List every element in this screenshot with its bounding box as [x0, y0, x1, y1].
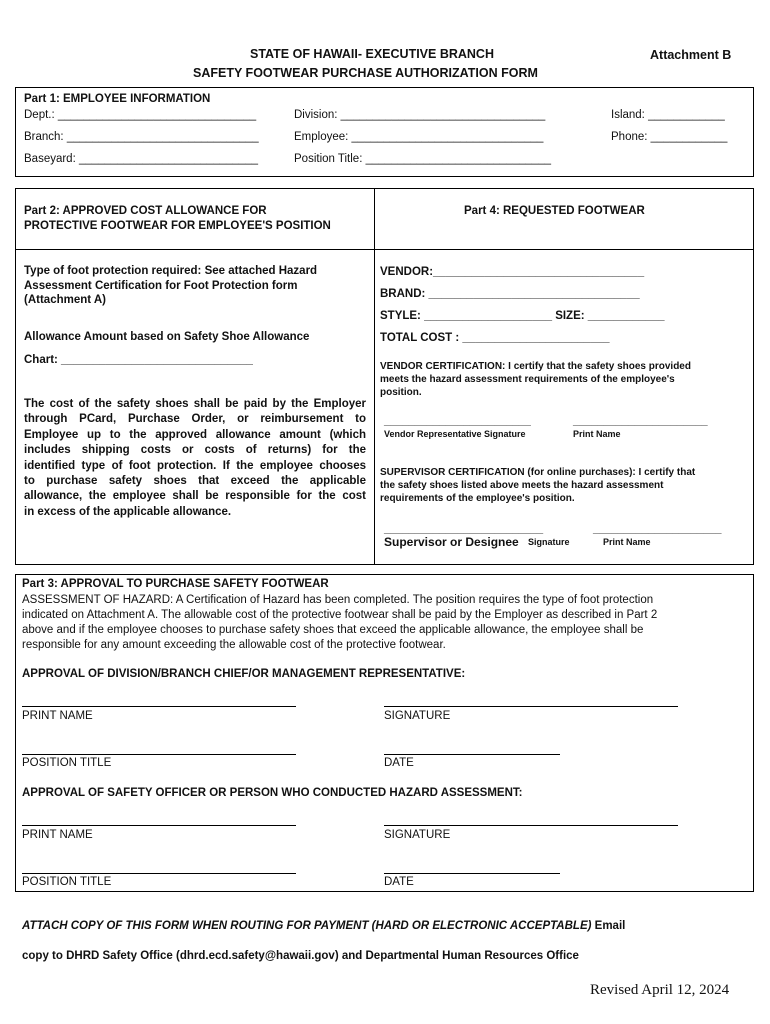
part2-heading-line2: PROTECTIVE FOOTWEAR FOR EMPLOYEE'S POSITION: [24, 220, 331, 232]
supervisor-cert-line: requirements of the employee's position.: [380, 493, 575, 504]
approval1-print-name-line[interactable]: [22, 706, 296, 707]
supervisor-certification: [380, 466, 695, 505]
assessment-line: responsible for any amount exceeding the allowable cost of the protective footwear.: [22, 639, 446, 651]
approval2-signature-line[interactable]: [384, 825, 678, 826]
cost-line: includes shipping costs or costs of returns) for the: [24, 444, 366, 457]
assessment-line: ASSESSMENT OF HAZARD: A Certification of Hazard has been completed. The position requires the type of foot protection: [22, 594, 654, 606]
approval2-date-label: DATE: [384, 876, 414, 888]
approval1-heading: APPROVAL OF DIVISION/BRANCH CHIEF/OR MANAGEMENT REPRESENTATIVE:: [22, 668, 466, 680]
copy-instruction: copy to DHRD Safety Office (dhrd.ecd.safety@hawaii.gov) and Departmental Human Resources Office: [22, 950, 579, 962]
form-title-line2: SAFETY FOOTWEAR PURCHASE AUTHORIZATION FORM: [193, 66, 538, 80]
total-cost-field[interactable]: TOTAL COST : _______________________: [380, 332, 610, 344]
assessment-line: indicated on Attachment A. The allowable cost of the protective footwear shall be paid by the Employer as described in Part 2: [22, 609, 658, 621]
cost-line: through PCard, Purchase Order, or reimbursement to: [24, 413, 366, 426]
supervisor-cert-line: SUPERVISOR CERTIFICATION (for online purchases): I certify that: [380, 467, 696, 478]
approval2-position-line[interactable]: [22, 873, 296, 874]
foot-protection-line1: Type of foot protection required: See attached Hazard: [24, 265, 318, 277]
foot-protection-line2: Assessment Certification for Foot Protection form: [24, 280, 298, 292]
attachment-label: Attachment B: [650, 48, 732, 62]
cost-line: allowance, the employee shall be responsible for the cost: [24, 490, 366, 503]
approval1-date-label: DATE: [384, 757, 414, 769]
supervisor-signature-line[interactable]: __________________________: [384, 523, 544, 535]
approval2-date-line[interactable]: [384, 873, 560, 874]
supervisor-print-name-label: Print Name: [603, 537, 651, 547]
attach-instruction-italic: ATTACH COPY OF THIS FORM WHEN ROUTING FOR PAYMENT (HARD OR ELECTRONIC ACCEPTABLE): [22, 920, 592, 932]
assessment-line: above and if the employee chooses to purchase safety shoes that exceed the applicable allowance, the employee shall be: [22, 624, 644, 636]
approval2-heading: APPROVAL OF SAFETY OFFICER OR PERSON WHO CONDUCTED HAZARD ASSESSMENT:: [22, 787, 523, 799]
approval1-print-name-label: PRINT NAME: [22, 710, 93, 722]
vendor-cert-line: VENDOR CERTIFICATION: I certify that the safety shoes provided: [380, 361, 691, 372]
approval2-print-name-line[interactable]: [22, 825, 296, 826]
foot-protection-line3: (Attachment A): [24, 294, 106, 306]
attach-instruction: [22, 920, 625, 932]
approval2-position-label: POSITION TITLE: [22, 876, 112, 888]
vendor-certification: [380, 360, 691, 399]
approval2-print-name-label: PRINT NAME: [22, 829, 93, 841]
vendor-cert-line: position.: [380, 387, 422, 398]
cost-line: Employee up to the approved allowance amount (which: [24, 428, 366, 441]
revised-date: Revised April 12, 2024: [590, 982, 730, 998]
column-divider: [374, 188, 375, 565]
vendor-cert-line: meets the hazard assessment requirements of the employee's: [380, 374, 675, 385]
cost-line: in excess of the applicable allowance.: [24, 505, 232, 518]
part1-heading: Part 1: EMPLOYEE INFORMATION: [24, 93, 211, 105]
approval1-signature-label: SIGNATURE: [384, 710, 451, 722]
part4-heading: Part 4: REQUESTED FOOTWEAR: [464, 205, 645, 217]
assessment-paragraph: [22, 593, 657, 653]
vendor-print-name-label: Print Name: [573, 429, 621, 439]
section-divider: [15, 249, 754, 250]
position-title-field[interactable]: Position Title: _____________________________: [294, 153, 552, 165]
vendor-field[interactable]: VENDOR:_________________________________: [380, 266, 645, 278]
vendor-print-name-line[interactable]: ______________________: [573, 415, 708, 427]
approval1-date-line[interactable]: [384, 754, 560, 755]
supervisor-cert-line: the safety shoes listed above meets the hazard assessment: [380, 480, 664, 491]
employee-field[interactable]: Employee: ______________________________: [294, 131, 544, 143]
division-field[interactable]: Division: ________________________________: [294, 109, 546, 121]
part2-heading-line1: Part 2: APPROVED COST ALLOWANCE FOR: [24, 205, 267, 217]
allowance-label: Allowance Amount based on Safety Shoe Allowance: [24, 331, 310, 343]
supervisor-signature-label: Signature: [528, 537, 570, 547]
brand-field[interactable]: BRAND: _________________________________: [380, 288, 640, 300]
part3-heading: Part 3: APPROVAL TO PURCHASE SAFETY FOOTWEAR: [22, 578, 329, 590]
phone-field[interactable]: Phone: ____________: [611, 131, 728, 143]
dept-field[interactable]: Dept.: _______________________________: [24, 109, 257, 121]
cost-line: The cost of the safety shoes shall be paid by the Employer: [24, 398, 366, 410]
vendor-signature-label: Vendor Representative Signature: [384, 429, 526, 439]
branch-field[interactable]: Branch: ______________________________: [24, 131, 259, 143]
supervisor-designee-label: Supervisor or Designee: [384, 535, 519, 549]
approval1-position-label: POSITION TITLE: [22, 757, 112, 769]
cost-line: identified type of foot protection. If the employee chooses: [24, 459, 366, 472]
island-field[interactable]: Island: ____________: [611, 109, 725, 121]
vendor-signature-line[interactable]: ________________________: [384, 415, 531, 427]
baseyard-field[interactable]: Baseyard: ____________________________: [24, 153, 259, 165]
approval1-signature-line[interactable]: [384, 706, 678, 707]
attach-instruction-email: Email: [591, 920, 626, 932]
style-size-field[interactable]: STYLE: ____________________ SIZE: ____________: [380, 310, 665, 322]
cost-line: to purchase safety shoes that exceed the applicable: [24, 475, 366, 488]
approval2-signature-label: SIGNATURE: [384, 829, 451, 841]
approval1-position-line[interactable]: [22, 754, 296, 755]
chart-field[interactable]: Chart: ______________________________: [24, 354, 253, 366]
cost-paragraph: [24, 397, 366, 520]
form-title-line1: STATE OF HAWAII- EXECUTIVE BRANCH: [250, 47, 494, 61]
supervisor-print-name-line[interactable]: _____________________: [593, 523, 722, 535]
